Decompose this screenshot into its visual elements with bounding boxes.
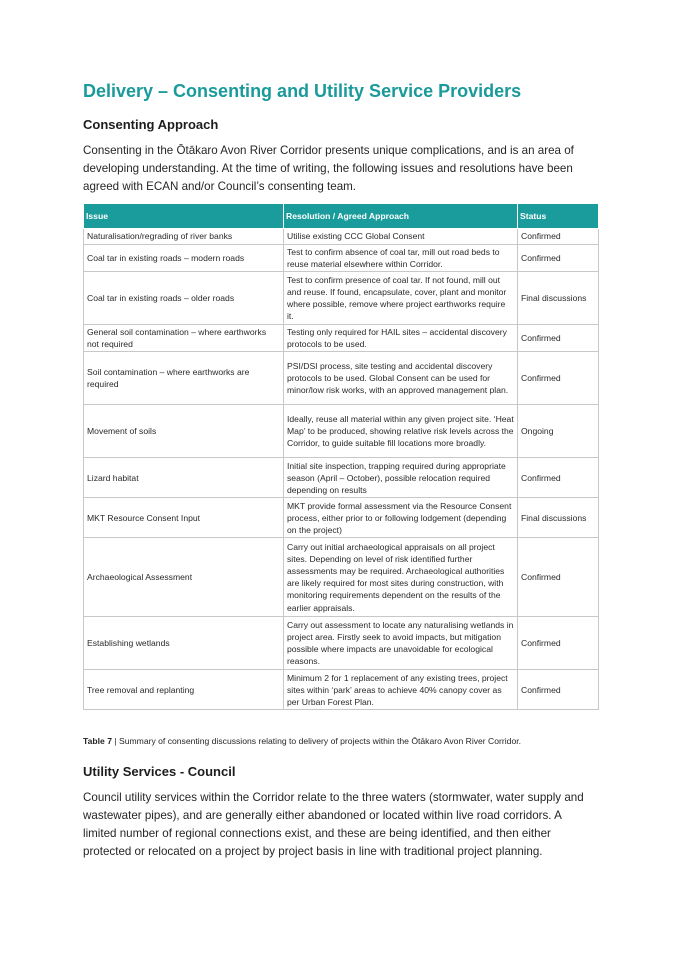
status-cell: Confirmed — [518, 617, 599, 670]
resolution-cell: Test to confirm absence of coal tar, mill out road beds to reuse material elsewhere within Corridor. — [284, 245, 518, 272]
utility-paragraph: Council utility services within the Corridor relate to the three waters (stormwater, water supply and wastewater pipes), and are generally either abandoned or located within live road corridors. A limited number of regional connections exist, and these are being identified, and then either protected or relocated on a project by project basis in line with traditional project planning. — [83, 791, 584, 858]
resolution-cell: MKT provide formal assessment via the Resource Consent process, either prior to or following lodgement (depending on the project) — [284, 498, 518, 538]
table-row — [84, 405, 599, 458]
consenting-approach-heading: Consenting Approach — [83, 117, 219, 132]
table-row — [84, 670, 599, 710]
resolution-cell: Testing only required for HAIL sites – accidental discovery protocols to be used. — [284, 325, 518, 352]
table-row — [84, 617, 599, 670]
issue-cell: Tree removal and replanting — [84, 670, 284, 710]
column-header-issue: Issue — [84, 204, 284, 229]
table-row — [84, 498, 599, 538]
resolution-cell: Initial site inspection, trapping required during appropriate season (April – October), possible relocation required depending on results — [284, 458, 518, 498]
status-cell: Confirmed — [518, 229, 599, 245]
resolution-cell: Utilise existing CCC Global Consent — [284, 229, 518, 245]
issue-cell: Coal tar in existing roads – modern roads — [84, 245, 284, 272]
status-cell: Confirmed — [518, 245, 599, 272]
table-caption-text: | Summary of consenting discussions relating to delivery of projects within the Ōtākaro Avon River Corridor. — [111, 736, 522, 746]
issue-cell: General soil contamination – where earthworks not required — [84, 325, 284, 352]
table-row — [84, 325, 599, 352]
consenting-table — [83, 203, 599, 710]
issue-cell: Soil contamination – where earthworks are required — [84, 352, 284, 405]
issue-cell: Naturalisation/regrading of river banks — [84, 229, 284, 245]
status-cell: Final discussions — [518, 498, 599, 538]
issue-cell: Establishing wetlands — [84, 617, 284, 670]
column-header-resolution: Resolution / Agreed Approach — [284, 204, 518, 229]
status-cell: Confirmed — [518, 352, 599, 405]
resolution-cell: Test to confirm presence of coal tar. If not found, mill out and reuse. If found, encapsulate, cover, plant and monitor where possible, remove where project earthworks require it. — [284, 272, 518, 325]
issue-cell: Coal tar in existing roads – older roads — [84, 272, 284, 325]
resolution-cell: Carry out assessment to locate any naturalising wetlands in project area. Firstly seek to avoid impacts, but mitigation possible where impacts are unavoidable for ecological reasons. — [284, 617, 518, 670]
consenting-paragraph: Consenting in the Ōtākaro Avon River Corridor presents unique complications, and is an area of developing understanding. At the time of writing, the following issues and resolutions have been agreed with ECAN and/or Council’s consenting team. — [83, 144, 574, 193]
table-caption — [83, 736, 521, 746]
table-row — [84, 245, 599, 272]
table-row — [84, 352, 599, 405]
resolution-cell: PSI/DSI process, site testing and accidental discovery protocols to be used. Global Consent can be used for minor/low risk works, with an approved management plan. — [284, 352, 518, 405]
status-cell: Confirmed — [518, 670, 599, 710]
utility-services-heading: Utility Services - Council — [83, 764, 236, 779]
table-row — [84, 229, 599, 245]
resolution-cell: Minimum 2 for 1 replacement of any existing trees, project sites within ‘park’ areas to achieve 40% canopy cover as per Urban Forest Plan. — [284, 670, 518, 710]
table-row — [84, 272, 599, 325]
page-title: Delivery – Consenting and Utility Service Providers — [83, 81, 522, 101]
status-cell: Final discussions — [518, 272, 599, 325]
issue-cell: Archaeological Assessment — [84, 538, 284, 617]
table-row — [84, 538, 599, 617]
issue-cell: Movement of soils — [84, 405, 284, 458]
table-header-row — [84, 204, 599, 229]
table-caption-label: Table 7 — [83, 736, 112, 746]
status-cell: Confirmed — [518, 458, 599, 498]
table-row — [84, 458, 599, 498]
resolution-cell: Ideally, reuse all material within any given project site. ‘Heat Map’ to be produced, showing relative risk levels across the Corridor, to guide suitable fill locations more broadly. — [284, 405, 518, 458]
status-cell: Confirmed — [518, 325, 599, 352]
status-cell: Ongoing — [518, 405, 599, 458]
status-cell: Confirmed — [518, 538, 599, 617]
issue-cell: MKT Resource Consent Input — [84, 498, 284, 538]
issue-cell: Lizard habitat — [84, 458, 284, 498]
resolution-cell: Carry out initial archaeological appraisals on all project sites. Depending on level of risk identified further assessments may be required. Archaeological authorities are likely required for most sites during construction, with monitoring requirements dependent on the results of the earlier appraisals. — [284, 538, 518, 617]
column-header-status: Status — [518, 204, 599, 229]
